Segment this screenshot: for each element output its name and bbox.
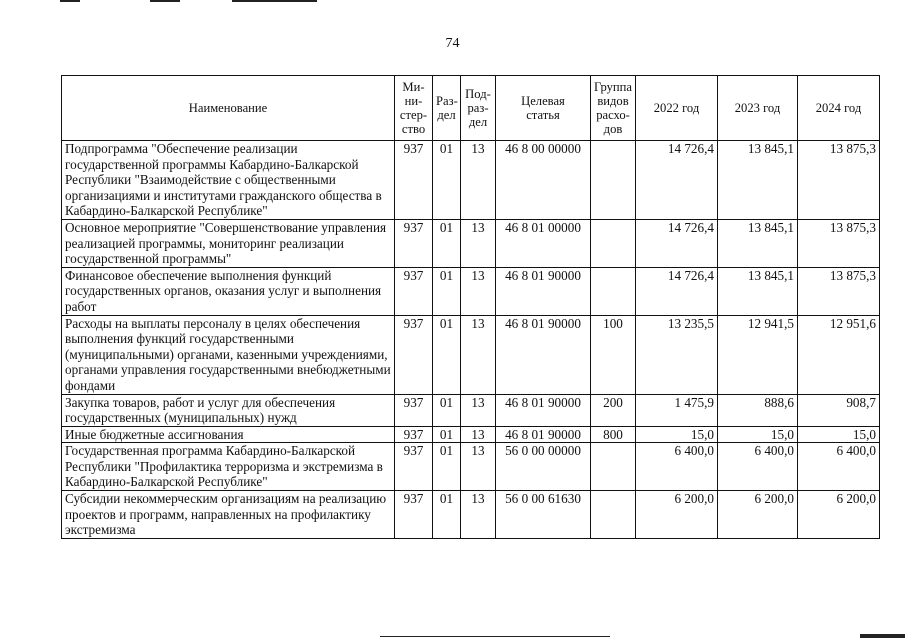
cell-amount-2022: 6 400,0	[636, 443, 718, 491]
cell-amount-2022: 14 726,4	[636, 219, 718, 267]
cell-amount-2023: 13 845,1	[718, 141, 798, 220]
cell-ministry: 937	[395, 219, 433, 267]
cell-section: 01	[433, 267, 461, 315]
table-row	[62, 426, 880, 443]
cell-amount-2022: 15,0	[636, 426, 718, 443]
cell-subsection: 13	[461, 426, 496, 443]
cell-target-article: 56 0 00 61630	[496, 491, 591, 539]
cell-amount-2023: 6 200,0	[718, 491, 798, 539]
cell-target-article: 56 0 00 00000	[496, 443, 591, 491]
col-header-subsection: Под- раз- дел	[461, 76, 496, 141]
cell-amount-2024: 15,0	[798, 426, 880, 443]
cell-amount-2022: 14 726,4	[636, 141, 718, 220]
scan-mark-bottom-2	[860, 634, 905, 638]
cell-target-article: 46 8 01 90000	[496, 394, 591, 426]
cell-subsection: 13	[461, 315, 496, 394]
scan-mark-top-1	[60, 0, 80, 2]
cell-expense-group	[591, 267, 636, 315]
cell-amount-2023: 15,0	[718, 426, 798, 443]
cell-amount-2024: 908,7	[798, 394, 880, 426]
scan-mark-top-2	[150, 0, 180, 2]
cell-expense-group: 200	[591, 394, 636, 426]
cell-name: Финансовое обеспечение выполнения функций государственных органов, оказания услуг и выполнения работ	[62, 267, 395, 315]
cell-expense-group	[591, 491, 636, 539]
cell-section: 01	[433, 219, 461, 267]
cell-amount-2023: 13 845,1	[718, 219, 798, 267]
table-row	[62, 443, 880, 491]
table-row	[62, 219, 880, 267]
cell-amount-2022: 13 235,5	[636, 315, 718, 394]
table-row	[62, 491, 880, 539]
cell-amount-2024: 12 951,6	[798, 315, 880, 394]
cell-amount-2023: 6 400,0	[718, 443, 798, 491]
cell-name: Закупка товаров, работ и услуг для обеспечения государственных (муниципальных) нужд	[62, 394, 395, 426]
cell-ministry: 937	[395, 443, 433, 491]
cell-section: 01	[433, 426, 461, 443]
cell-amount-2023: 13 845,1	[718, 267, 798, 315]
col-header-group: Группа видов расхо- дов	[591, 76, 636, 141]
cell-name: Субсидии некоммерческим организациям на реализацию проектов и программ, направленных на профилактику экстремизма	[62, 491, 395, 539]
table-body	[62, 141, 880, 539]
cell-name: Основное мероприятие "Совершенствование управления реализацией программы, мониторинг реализации государственной программы"	[62, 219, 395, 267]
cell-subsection: 13	[461, 491, 496, 539]
scan-mark-top-3	[232, 0, 317, 2]
cell-target-article: 46 8 00 00000	[496, 141, 591, 220]
cell-expense-group	[591, 219, 636, 267]
cell-section: 01	[433, 443, 461, 491]
col-header-target: Целевая статья	[496, 76, 591, 141]
cell-ministry: 937	[395, 315, 433, 394]
table-row	[62, 394, 880, 426]
cell-target-article: 46 8 01 90000	[496, 315, 591, 394]
cell-amount-2023: 888,6	[718, 394, 798, 426]
cell-section: 01	[433, 491, 461, 539]
col-header-ministry: Ми- ни- стер- ство	[395, 76, 433, 141]
cell-amount-2022: 14 726,4	[636, 267, 718, 315]
cell-section: 01	[433, 315, 461, 394]
cell-expense-group	[591, 141, 636, 220]
cell-amount-2024: 6 400,0	[798, 443, 880, 491]
cell-expense-group: 100	[591, 315, 636, 394]
cell-name: Расходы на выплаты персоналу в целях обеспечения выполнения функций государственными (муниципальными) органами, казенными учреждениями, органами управления государственными внебюджетными фондами	[62, 315, 395, 394]
cell-amount-2024: 13 875,3	[798, 219, 880, 267]
budget-table	[61, 75, 880, 539]
cell-amount-2024: 6 200,0	[798, 491, 880, 539]
col-header-section: Раз- дел	[433, 76, 461, 141]
cell-expense-group: 800	[591, 426, 636, 443]
cell-subsection: 13	[461, 267, 496, 315]
cell-amount-2023: 12 941,5	[718, 315, 798, 394]
cell-expense-group	[591, 443, 636, 491]
cell-subsection: 13	[461, 443, 496, 491]
table-row	[62, 315, 880, 394]
scan-mark-bottom-1	[380, 636, 610, 637]
cell-name: Подпрограмма "Обеспечение реализации государственной программы Кабардино-Балкарской Республики "Взаимодействие с общественными организациями и институтами гражданского общества в Кабардино-Балкарской Республике"	[62, 141, 395, 220]
cell-amount-2022: 1 475,9	[636, 394, 718, 426]
col-header-2023: 2023 год	[718, 76, 798, 141]
cell-subsection: 13	[461, 141, 496, 220]
cell-ministry: 937	[395, 426, 433, 443]
cell-amount-2024: 13 875,3	[798, 267, 880, 315]
cell-subsection: 13	[461, 394, 496, 426]
page-number: 74	[445, 36, 460, 51]
cell-ministry: 937	[395, 394, 433, 426]
cell-ministry: 937	[395, 141, 433, 220]
table-row	[62, 141, 880, 220]
cell-target-article: 46 8 01 00000	[496, 219, 591, 267]
cell-section: 01	[433, 394, 461, 426]
cell-section: 01	[433, 141, 461, 220]
cell-subsection: 13	[461, 219, 496, 267]
cell-ministry: 937	[395, 267, 433, 315]
cell-ministry: 937	[395, 491, 433, 539]
cell-name: Государственная программа Кабардино-Балкарской Республики "Профилактика терроризма и экстремизма в Кабардино-Балкарской Республике"	[62, 443, 395, 491]
cell-amount-2024: 13 875,3	[798, 141, 880, 220]
col-header-2022: 2022 год	[636, 76, 718, 141]
table-header-row	[62, 76, 880, 141]
cell-amount-2022: 6 200,0	[636, 491, 718, 539]
cell-target-article: 46 8 01 90000	[496, 267, 591, 315]
table-row	[62, 267, 880, 315]
col-header-2024: 2024 год	[798, 76, 880, 141]
cell-name: Иные бюджетные ассигнования	[62, 426, 395, 443]
col-header-name: Наименование	[62, 76, 395, 141]
cell-target-article: 46 8 01 90000	[496, 426, 591, 443]
